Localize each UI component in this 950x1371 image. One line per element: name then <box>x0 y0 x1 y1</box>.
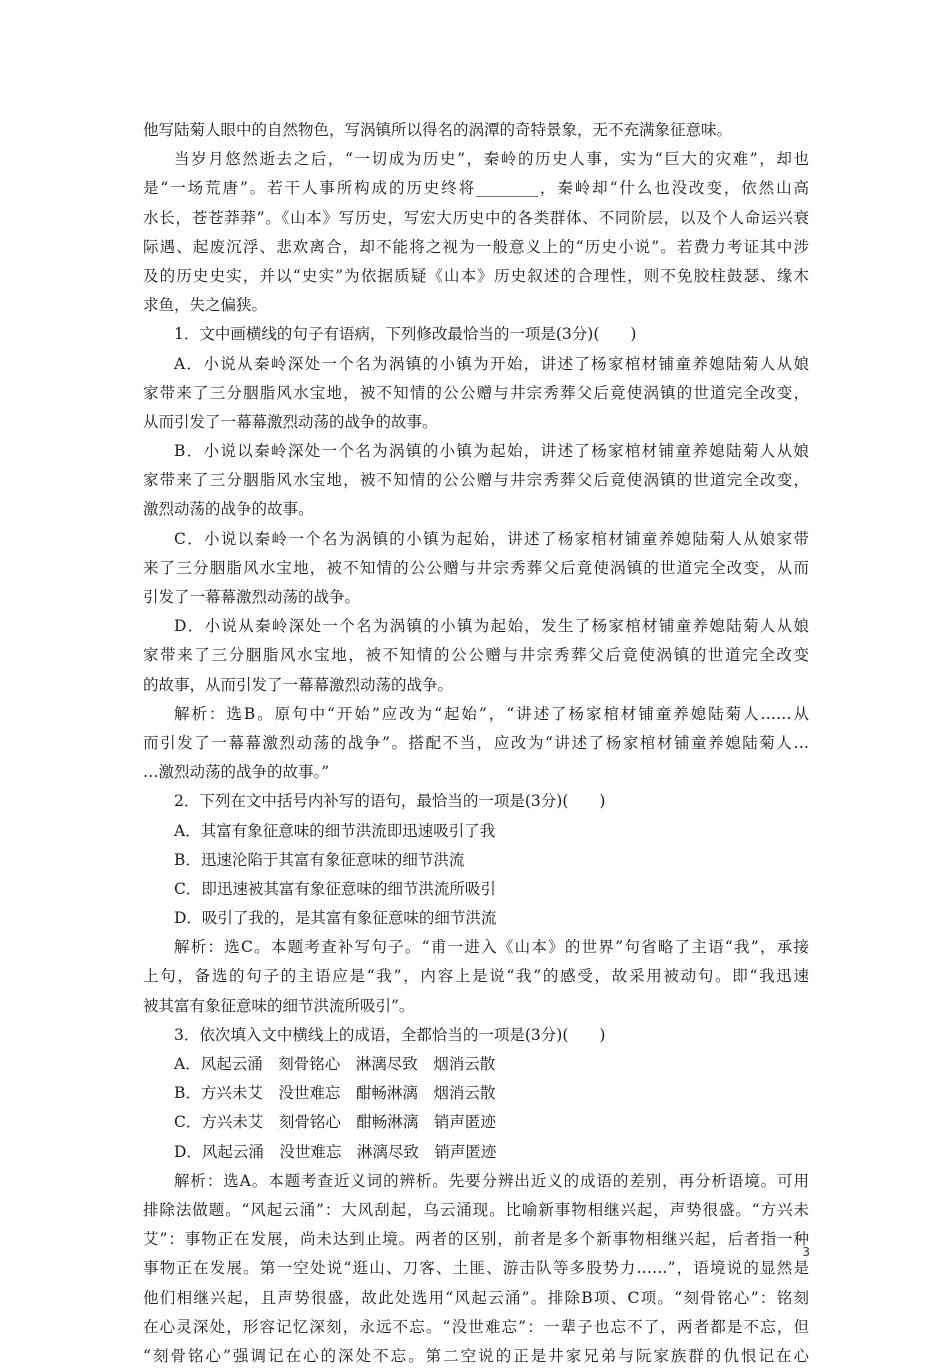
text-line: 被其富有象征意味的细节洪流所吸引”。 <box>143 996 415 1015</box>
text-line: 他写陆菊人眼中的自然物色，写涡镇所以得名的涡潭的奇特景象，无不充满象征意味。 <box>143 121 733 139</box>
page-number: 3 <box>802 1245 810 1259</box>
text-line: 的故事，从而引发了一幕幕激烈动荡的战争。 <box>143 675 454 694</box>
text-line: 求鱼，失之偏狭。 <box>143 296 268 315</box>
text-line: 家带来了三分胭脂风水宝地，被不知情的公公赠与井宗秀葬父后竟使涡镇的世道完全改变 <box>143 646 809 665</box>
text-line: 来了三分胭脂风水宝地，被不知情的公公赠与井宗秀葬父后竟使涡镇的世道完全改变，从而 <box>143 558 809 577</box>
text-line: A．其富有象征意味的细节洪流即迅速吸引了我 <box>174 821 496 840</box>
text-line: 事物正在发展。第一空处说“逛山、刀客、土匪、游击队等多股势力……”，语境说的显然是 <box>143 1259 809 1278</box>
text-line: 及的历史史实，并以“史实”为依据质疑《山本》历史叙述的合理性，则不免胶柱鼓瑟、缘木 <box>143 266 809 285</box>
document-body <box>143 116 809 1371</box>
text-line: 上句，备选的句子的主语应是“我”，内容上是说“我”的感受，故采用被动句。即“我迅速 <box>143 967 809 986</box>
text-line: 家带来了三分胭脂风水宝地，被不知情的公公赠与井宗秀葬父后竟使涡镇的世道完全改变， <box>143 383 809 402</box>
text-line: 3．依次填入文中横线上的成语，全都恰当的一项是(3分)( ) <box>174 1025 606 1044</box>
text-line: D．吸引了我的，是其富有象征意味的细节洪流 <box>174 909 497 928</box>
text-line: 当岁月悠然逝去之后，“一切成为历史”，秦岭的历史人事，实为“巨大的灾难”，却也 <box>174 150 809 169</box>
text-line: 际遇、起废沉浮、悲欢离合，却不能将之视为一般意义上的“历史小说”。若费力考证其中涉 <box>143 237 809 256</box>
text-line: 是“一场荒唐”。若干人事所构成的历史终将________，秦岭却“什么也没改变，依然山高 <box>143 179 809 198</box>
text-line: B．方兴未艾 没世难忘 酣畅淋漓 烟消云散 <box>174 1084 496 1103</box>
text-line: C．方兴未艾 刻骨铭心 酣畅淋漓 销声匿迹 <box>174 1113 496 1132</box>
text-line: C．即迅速被其富有象征意味的细节洪流所吸引 <box>174 879 496 898</box>
text-line: 水长，苍苍莽莽”。《山本》写历史，写宏大历史中的各类群体、不同阶层，以及个人命运兴衰 <box>143 208 809 227</box>
text-line: C．小说以秦岭一个名为涡镇的小镇为起始，讲述了杨家棺材铺童养媳陆菊人从娘家带 <box>174 529 809 548</box>
text-line: 而引发了一幕幕激烈动荡的战争”。搭配不当，应改为“讲述了杨家棺材铺童养媳陆菊人… <box>143 733 809 752</box>
text-line: 在心灵深处，形容记忆深刻，永远不忘。“没世难忘”：一辈子也忘不了，两者都是不忘，但 <box>143 1317 809 1336</box>
text-line: “刻骨铭心”强调记在心的深处不忘。第二空说的正是井家兄弟与阮家族群的仇恨记在心 <box>143 1346 809 1365</box>
text-line: D．风起云涌 没世难忘 淋漓尽致 销声匿迹 <box>174 1142 497 1161</box>
text-line: 解析：选C。本题考查补写句子。“甫一进入《山本》的世界”句省略了主语“我”，承接 <box>174 938 809 957</box>
text-line: 他们相继兴起，且声势很盛，故此处选用“风起云涌”。排除B项、C项。“刻骨铭心”：铭刻 <box>143 1288 809 1307</box>
text-line: 激烈动荡的战争的故事。 <box>143 500 314 519</box>
text-line: 家带来了三分胭脂风水宝地，被不知情的公公赠与井宗秀葬父后竟使涡镇的世道完全改变， <box>143 471 809 490</box>
text-line: D．小说从秦岭深处一个名为涡镇的小镇为起始，发生了杨家棺材铺童养媳陆菊人从娘 <box>174 617 809 636</box>
text-line: B．小说以秦岭深处一个名为涡镇的小镇为起始，讲述了杨家棺材铺童养媳陆菊人从娘 <box>174 442 809 461</box>
text-line: 排除法做题。“风起云涌”：大风刮起，乌云涌现。比喻新事物相继兴起，声势很盛。“方兴未 <box>143 1200 809 1219</box>
text-line: A．小说从秦岭深处一个名为涡镇的小镇为开始，讲述了杨家棺材铺童养媳陆菊人从娘 <box>174 354 809 373</box>
text-line: 解析：选A。本题考查近义词的辨析。先要分辨出近义的成语的差别，再分析语境。可用 <box>174 1171 809 1190</box>
text-line: …激烈动荡的战争的故事。” <box>143 763 330 782</box>
text-line: 2．下列在文中括号内补写的语句，最恰当的一项是(3分)( ) <box>174 792 606 811</box>
text-line: 1．文中画横线的句子有语病，下列修改最恰当的一项是(3分)( ) <box>174 325 637 344</box>
text-line: 解析：选B。原句中“开始”应改为“起始”，“讲述了杨家棺材铺童养媳陆菊人……从 <box>174 704 809 723</box>
text-line: A．风起云涌 刻骨铭心 淋漓尽致 烟消云散 <box>174 1055 496 1073</box>
text-line: B．迅速沦陷于其富有象征意味的细节洪流 <box>174 850 465 869</box>
text-line: 从而引发了一幕幕激烈动荡的战争的故事。 <box>143 412 438 431</box>
text-line: 艾”：事物正在发展，尚未达到止境。两者的区别，前者是多个新事物相继兴起，后者指一种 <box>143 1230 809 1249</box>
text-line: 引发了一幕幕激烈动荡的战争。 <box>143 588 361 606</box>
